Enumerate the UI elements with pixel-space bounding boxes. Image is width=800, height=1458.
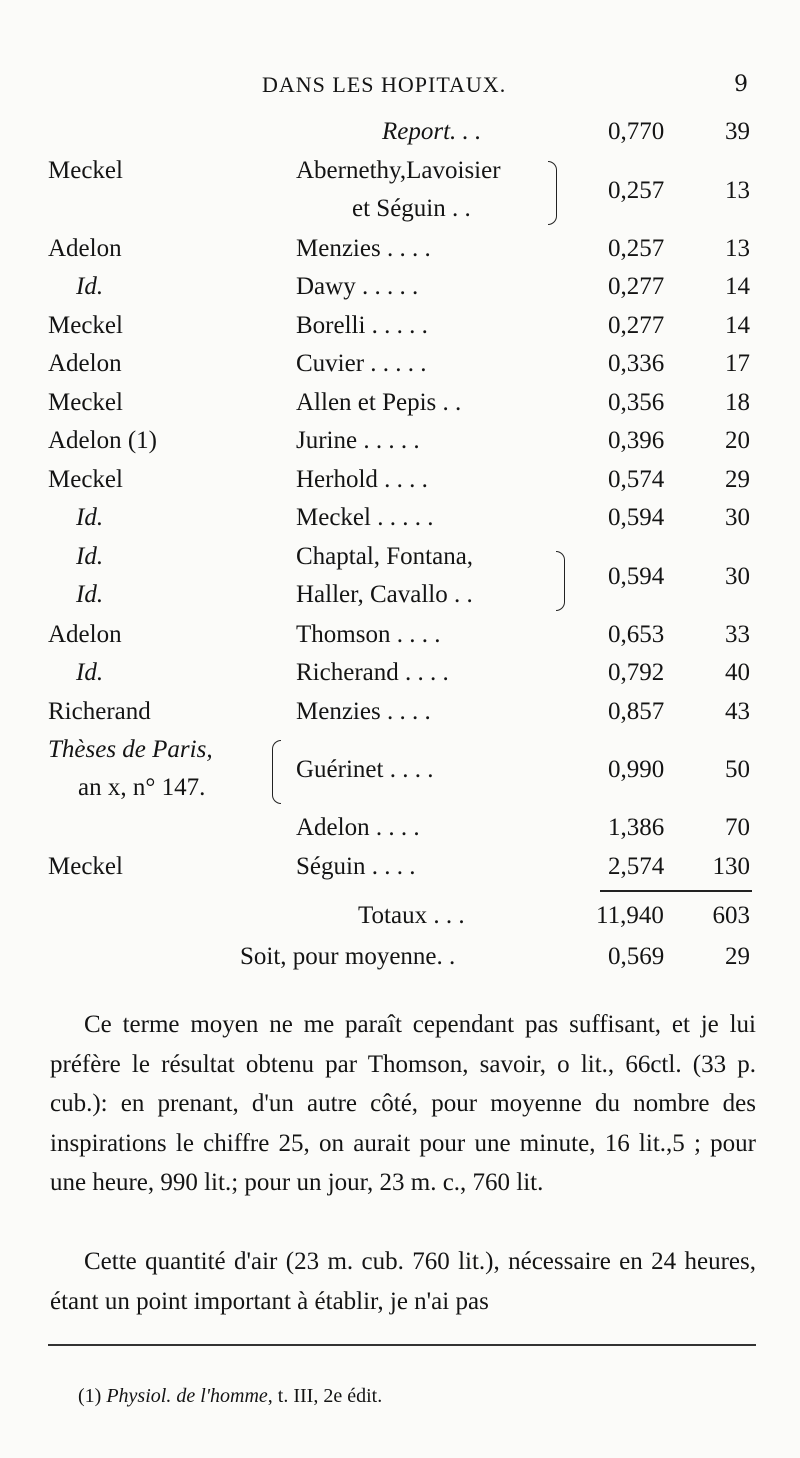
footnote-rest: , t. III, 2e édit.: [267, 1385, 383, 1407]
reference-cell: Séguin . . . .: [296, 852, 416, 880]
author-cell-line2: an x, n° 147.: [78, 774, 206, 801]
cubic-cell: 130: [712, 852, 750, 880]
reference-cell: Cuvier . . . . .: [296, 350, 427, 377]
brace-right: [548, 161, 557, 225]
author-cell: Adelon: [48, 620, 122, 648]
cubic-cell: 29: [725, 465, 750, 493]
reference-cell: Dawy . . . . .: [296, 273, 419, 300]
volume-cell: 0,257: [608, 234, 665, 262]
volume-cell: 0,594: [608, 562, 665, 590]
volume-cell: 0,277: [608, 311, 665, 339]
running-title: DANS LES HOPITAUX.: [262, 72, 507, 97]
cubic-cell: 18: [725, 388, 750, 416]
reference-cell: Borelli . . . . .: [296, 311, 428, 339]
footnote: [78, 1385, 382, 1408]
table-row: [0, 114, 800, 153]
cubic-cell: 43: [725, 697, 750, 725]
average-volume: 0,569: [608, 943, 665, 970]
footnote-rule: [48, 1344, 756, 1346]
cubic-cell: 13: [725, 176, 750, 204]
volume-cell: 0,594: [608, 504, 665, 531]
reference-cell: Adelon . . . .: [296, 814, 420, 841]
author-cell: Thèses de Paris,: [48, 736, 213, 763]
reference-cell: Allen et Pepis . .: [296, 388, 462, 416]
reference-cell: Menzies . . . .: [296, 234, 431, 262]
volume-cell: 2,574: [608, 852, 665, 880]
table-row: [0, 269, 800, 308]
brace-right: [556, 551, 565, 611]
cubic-cell: 30: [725, 504, 750, 531]
author-cell: Meckel: [48, 311, 123, 339]
volume-cell: 0,857: [608, 697, 665, 725]
body-paragraph: Cette quantité d'air (23 m. cub. 760 lit.), nécessaire en 24 heures, étant un point important à établir, je n'ai pas: [50, 1248, 756, 1315]
totals-rule: [600, 890, 752, 892]
cubic-cell: 40: [725, 659, 750, 686]
page-number: 9: [734, 72, 748, 97]
author-cell-line2: Id.: [76, 580, 104, 608]
average-cubic: 29: [725, 943, 750, 970]
author-cell: Id.: [76, 504, 104, 531]
volume-cell: 0,770: [608, 118, 665, 145]
cubic-cell: 33: [725, 620, 750, 648]
table-row: [0, 810, 800, 849]
table-row: [0, 308, 800, 347]
author-cell: Adelon: [48, 350, 122, 377]
reference-cell: Guérinet . . . .: [296, 756, 434, 783]
brace-left: [272, 740, 281, 804]
cubic-cell: 39: [725, 118, 750, 145]
volume-cell: 0,574: [608, 465, 665, 493]
volume-cell: 0,257: [608, 176, 665, 204]
reference-cell: Menzies . . . .: [296, 697, 431, 725]
author-cell: Id.: [76, 273, 104, 300]
cubic-cell: 50: [725, 756, 750, 783]
cubic-cell: 14: [725, 273, 750, 300]
volume-cell: 0,792: [608, 659, 665, 686]
table-row: [0, 694, 800, 733]
volume-cell: 0,336: [608, 350, 665, 377]
volume-cell: 0,277: [608, 273, 665, 300]
author-cell: Meckel: [48, 388, 123, 416]
author-cell: Meckel: [48, 156, 123, 184]
reference-cell-line2: et Séguin . .: [352, 194, 471, 222]
volume-cell: 0,990: [608, 756, 665, 783]
reference-cell: Richerand . . . .: [296, 659, 449, 686]
volume-cell: 0,396: [608, 427, 665, 454]
reference-cell: Herhold . . . .: [296, 465, 428, 493]
body-paragraph: Ce terme moyen ne me paraît cependant pas suffisant, et je lui préfère le résultat obtenu par Thomson, savoir, o lit., 66ctl. (33 p. cub.): en prenant, d'un autre côté, pour moyenne du nombre des inspirations le chiffre 25, on aurait pour une minute, 16 lit.,5 ; pour une heure, 990 lit.; pour un jour, 23 m. c., 760 lit.: [50, 1011, 756, 1196]
cubic-cell: 14: [725, 311, 750, 339]
table-row: [0, 849, 800, 888]
totals-cubic: 603: [712, 902, 750, 929]
author-cell: Adelon: [48, 234, 122, 262]
respiration-table: [0, 114, 800, 887]
table-row: [0, 500, 800, 539]
volume-cell: 0,653: [608, 620, 665, 648]
author-cell: Meckel: [48, 852, 123, 880]
table-row: [0, 462, 800, 501]
table-row: [0, 346, 800, 385]
table-row: [0, 617, 800, 656]
table-row: [0, 423, 800, 462]
table-row: [0, 539, 800, 617]
cubic-cell: 17: [725, 350, 750, 377]
author-cell: Adelon (1): [48, 427, 157, 454]
reference-cell: Chaptal, Fontana,: [296, 542, 474, 570]
totals-label: Totaux . . .: [358, 902, 465, 929]
cubic-cell: 70: [725, 814, 750, 841]
volume-cell: 0,356: [608, 388, 665, 416]
footnote-marker: (1): [78, 1385, 102, 1407]
table-row: [0, 385, 800, 424]
reference-cell-line2: Haller, Cavallo . .: [296, 580, 473, 608]
cubic-cell: 30: [725, 562, 750, 590]
table-row: [0, 231, 800, 270]
cubic-cell: 20: [725, 427, 750, 454]
reference-cell: Meckel . . . . .: [296, 504, 434, 531]
author-cell: Id.: [76, 659, 104, 686]
author-cell: Richerand: [48, 697, 151, 725]
report-label: Report. . .: [382, 118, 482, 145]
totals-volume: 11,940: [596, 902, 664, 929]
volume-cell: 1,386: [608, 814, 665, 841]
reference-cell: Thomson . . . .: [296, 620, 441, 648]
author-cell: Id.: [76, 542, 104, 570]
reference-cell: Abernethy,Lavoisier: [296, 156, 501, 184]
author-cell: Meckel: [48, 465, 123, 493]
table-row: [0, 153, 800, 231]
cubic-cell: 13: [725, 234, 750, 262]
table-row: [0, 655, 800, 694]
reference-cell: Jurine . . . . .: [296, 427, 420, 454]
footnote-source: Physiol. de l'homme: [106, 1385, 268, 1407]
table-row: [0, 732, 800, 810]
page-header: [0, 72, 800, 104]
average-label: Soit, pour moyenne. .: [240, 943, 456, 970]
